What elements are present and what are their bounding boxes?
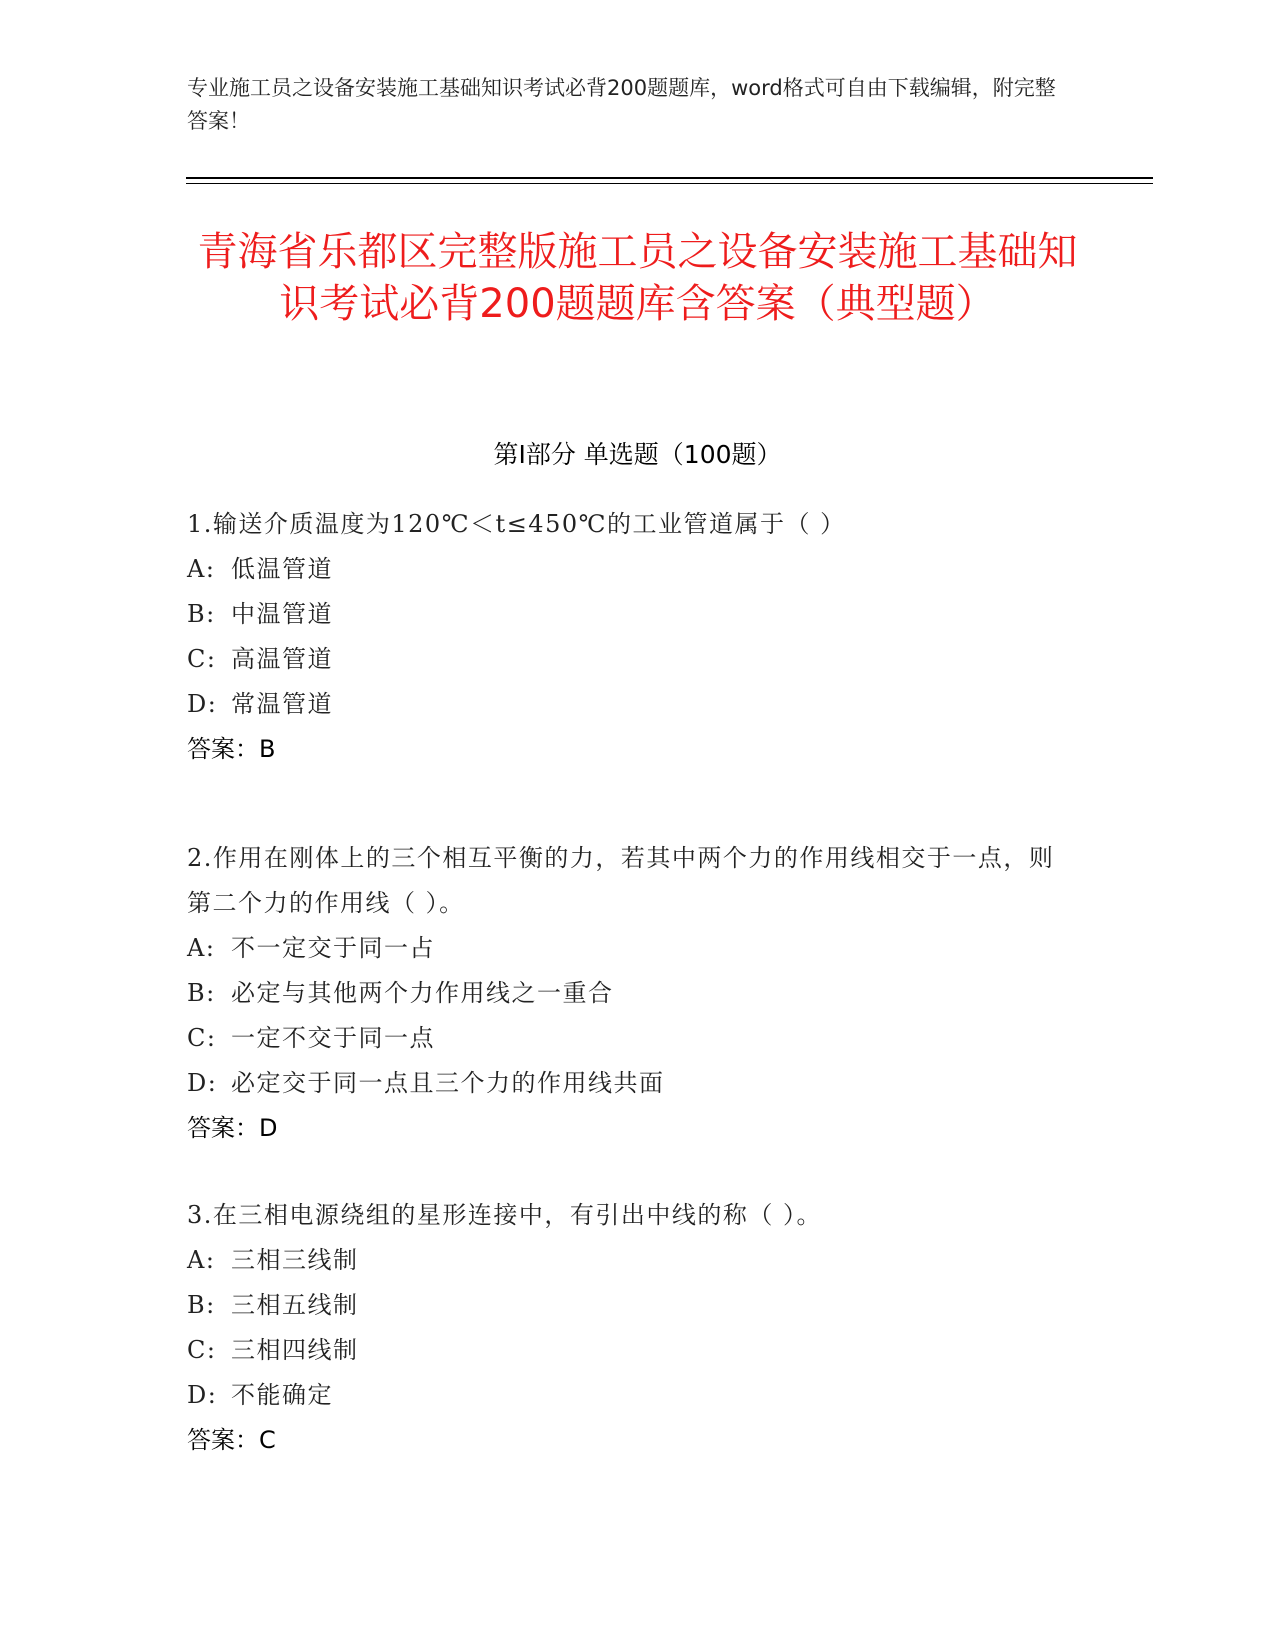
answer: 答案：D (187, 1114, 278, 1142)
section-title: 第Ⅰ部分 单选题（100题） (493, 440, 782, 469)
option-key: B: (187, 979, 216, 1007)
option-b (187, 971, 1067, 1016)
option-text: 一定不交于同一点 (231, 1024, 435, 1052)
option-d (187, 1373, 1067, 1418)
question-stem: 1.输送介质温度为120℃＜t≤450℃的工业管道属于（ ） (187, 510, 846, 538)
option-text: 必定交于同一点且三个力的作用线共面 (231, 1069, 665, 1097)
option-d (187, 682, 1067, 727)
option-c (187, 1016, 1067, 1061)
answer: 答案：C (187, 1426, 276, 1454)
question-stem: 3.在三相电源绕组的星形连接中，有引出中线的称（ ）。 (187, 1201, 823, 1229)
option-b (187, 1283, 1067, 1328)
question-2 (187, 836, 1067, 1151)
header-note: 专业施工员之设备安装施工基础知识考试必背200题题库，word格式可自由下载编辑，附完整答案！ (187, 76, 1056, 133)
option-key: C: (187, 1336, 217, 1364)
option-key: B: (187, 600, 216, 628)
option-key: D: (187, 1381, 218, 1409)
question-stem: 2.作用在刚体上的三个相互平衡的力，若其中两个力的作用线相交于一点，则第二个力的作用线（ ）。 (187, 844, 1055, 917)
option-c (187, 1328, 1067, 1373)
option-text: 三相四线制 (231, 1336, 359, 1364)
answer: 答案：B (187, 735, 276, 763)
option-text: 中温管道 (231, 600, 333, 628)
option-text: 三相五线制 (231, 1291, 359, 1319)
option-text: 三相三线制 (231, 1246, 359, 1274)
option-d (187, 1061, 1067, 1106)
option-key: A: (187, 934, 216, 962)
header-divider-thick (186, 177, 1153, 179)
option-text: 必定与其他两个力作用线之一重合 (231, 979, 614, 1007)
option-key: C: (187, 1024, 217, 1052)
header-divider-thin (186, 183, 1153, 184)
option-text: 低温管道 (231, 555, 333, 583)
option-a (187, 926, 1067, 971)
option-key: A: (187, 555, 216, 583)
question-1 (187, 502, 1067, 772)
option-key: A: (187, 1246, 216, 1274)
option-key: C: (187, 645, 217, 673)
option-b (187, 592, 1067, 637)
option-text: 不能确定 (231, 1381, 333, 1409)
option-key: B: (187, 1291, 216, 1319)
option-text: 不一定交于同一占 (231, 934, 435, 962)
option-a (187, 547, 1067, 592)
option-c (187, 637, 1067, 682)
option-key: D: (187, 690, 218, 718)
option-text: 高温管道 (231, 645, 333, 673)
option-a (187, 1238, 1067, 1283)
document-title: 青海省乐都区完整版施工员之设备安装施工基础知识考试必背200题题库含答案（典型题） (197, 229, 1078, 327)
question-3 (187, 1193, 1067, 1463)
option-text: 常温管道 (231, 690, 333, 718)
option-key: D: (187, 1069, 218, 1097)
